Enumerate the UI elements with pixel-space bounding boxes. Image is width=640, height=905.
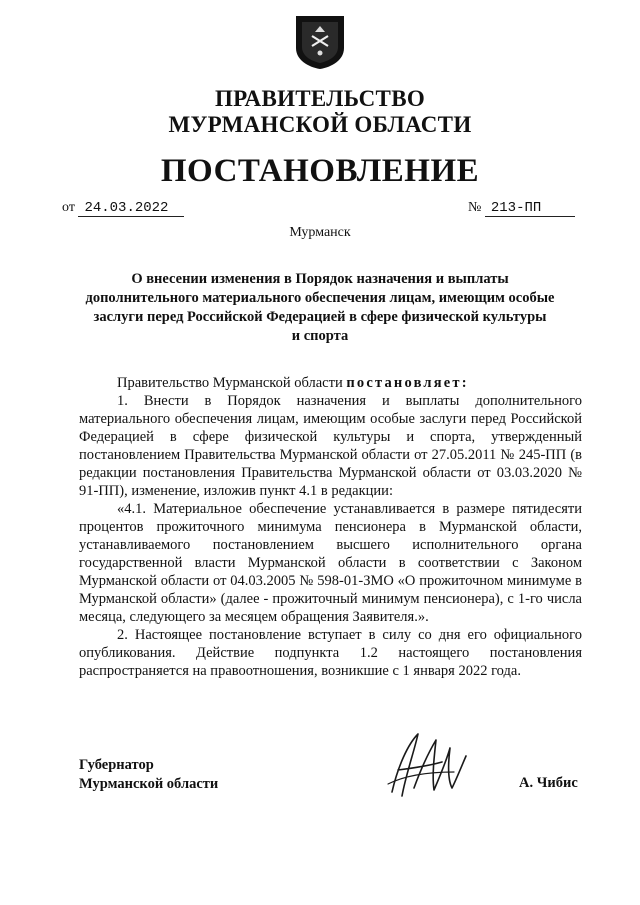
document-subject [70,270,570,346]
item-1: 1. Внести в Порядок назначения и выплаты дополнительного материального обеспечения лицам, имеющим особые заслуги перед Российской Федерацией в сфере физической культуры и спорта, утвержденный постановлением Правительства Мурманской области от 27.05.2011 № 245-ПП (в редакции постановления Правительства Мурманской области от 03.03.2020 № 91-ПП), изменение, изложив пункт 4.1 в редакции: [79,393,582,499]
handwritten-signature-icon [384,726,472,802]
subject-line: О внесении изменения в Порядок назначения и выплаты [131,271,509,287]
date-prefix: от [62,200,75,215]
intro-text: Правительство Мурманской области [117,375,347,391]
document-body [79,374,582,680]
subject-line: заслуги перед Российской Федерацией в сфере физической культуры [93,309,547,325]
document-date: 24.03.2022 [78,200,184,217]
date-row [62,200,184,217]
intro-paragraph [79,374,582,392]
number-prefix: № [468,200,482,215]
coat-of-arms-icon [294,14,346,70]
government-line1: ПРАВИТЕЛЬСТВО [214,86,426,111]
city: Мурманск [289,225,351,240]
government-title [0,86,640,138]
signatory-position [79,756,218,794]
subject-line: и спорта [291,328,349,344]
signatory-name: А. Чибис [519,775,578,791]
resolves-word: постановляет: [346,375,469,391]
position-line1: Губернатор [79,757,154,773]
government-line2: МУРМАНСКОЙ ОБЛАСТИ [168,112,472,137]
item-2: 2. Настоящее постановление вступает в силу со дня его официального опубликования. Действие подпункта 1.2 настоящего постановления распространяется на правоотношения, возникшие с 1 января 2022 года. [79,627,582,679]
number-row [468,200,575,217]
subject-line: дополнительного материального обеспечения лицам, имеющим особые [85,290,555,306]
document-number: 213-ПП [485,200,575,217]
position-line2: Мурманской области [79,776,219,792]
document-type: ПОСТАНОВЛЕНИЕ [160,153,480,189]
item-1-quote: «4.1. Материальное обеспечение устанавливается в размере пятидесяти процентов прожиточного минимума пенсионера в Мурманской области, устанавливаемого постановлением высшего исполнительного органа государственной власти Мурманской области в соответствии с Законом Мурманской области от 04.03.2005 № 598-01-ЗМО «О прожиточном минимуме в Мурманской области» (далее - прожиточный минимум пенсионера), с 1-го числа месяца, следующего за месяцем обращения Заявителя.». [79,501,582,625]
